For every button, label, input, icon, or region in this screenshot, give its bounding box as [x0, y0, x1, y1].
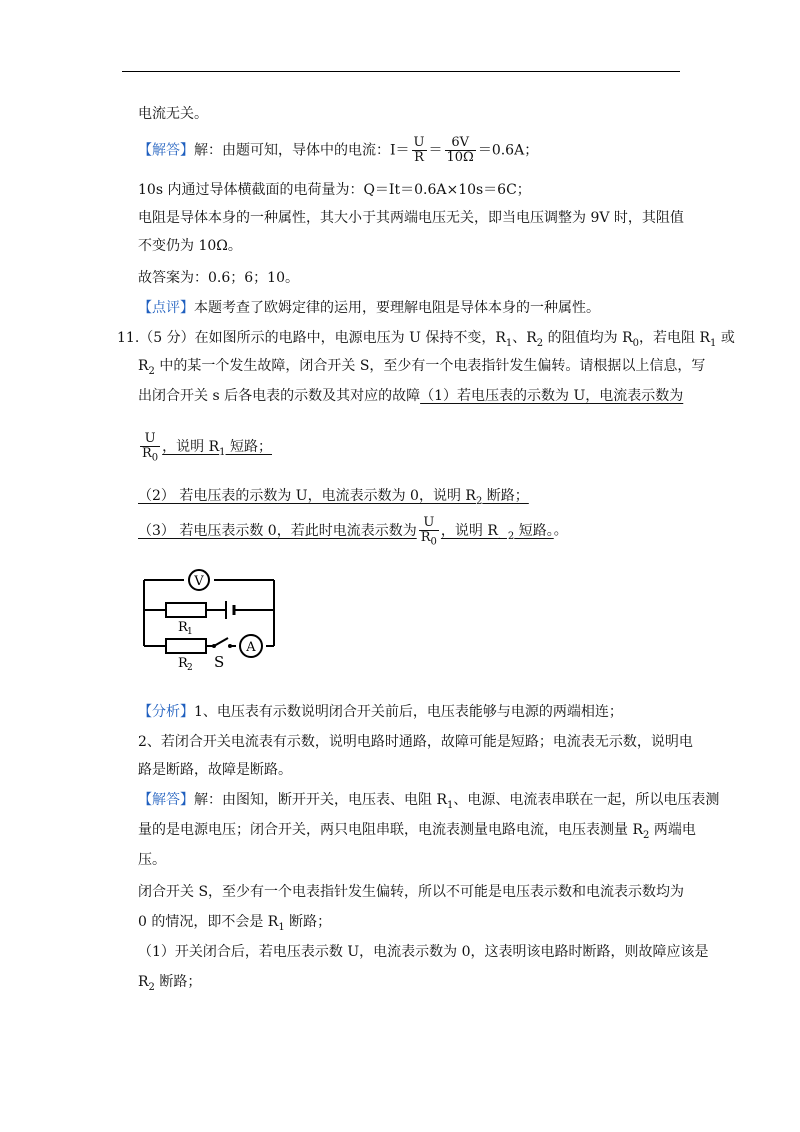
switch-icon	[214, 638, 228, 646]
r1-sub: 1	[187, 627, 193, 637]
analysis-1: 【分析】1、电压表有示数说明闭合开关前后，电压表能够与电源的两端相连；	[138, 704, 623, 720]
fraction-u-over-r0: $\frac{U}{R_0}$	[142, 431, 159, 464]
voltmeter-label: V	[194, 574, 204, 589]
prev-charge: 10s 内通过导体横截面的电荷量为：Q＝It＝0.6A×10s＝6C；	[138, 182, 531, 198]
analysis-3: 路是断路，故障是断路。	[138, 762, 292, 778]
header-rule	[122, 71, 680, 72]
circuit-diagram	[140, 566, 300, 672]
prev-resist-2: 不变仍为 10Ω。	[138, 238, 242, 254]
prev-tail: 电流无关。	[138, 106, 208, 122]
prev-answer: 【解答】解：由题可知，导体中的电流：I＝ $\frac{U}{R}$ ＝ $\frac{6V}{10\Omega}$ ＝0.6A；	[138, 135, 539, 165]
solution-3: 压。	[138, 852, 166, 868]
solution-2: 量的是电源电压；闭合开关，两只电阻串联，电流表测量电路电流，电压表测量 $R_2$ 两端电	[138, 822, 696, 841]
q11-line1: 11.（5 分）在如图所示的电路中，电源电压为 U 保持不变，$R_1$、$R_2$ 的阻值均为 $R_0$，若电阻 $R_1$ 或	[117, 330, 735, 349]
ammeter-label: A	[246, 640, 256, 655]
fraction-u-over-r0-2: $\frac{U}{R_0}$	[420, 515, 437, 548]
analysis-2: 2、若闭合开关电流表有示数，说明电路时通路，故障可能是短路；电流表无示数，说明电	[138, 734, 693, 750]
solution-tag: 【解答】	[138, 792, 194, 808]
answer-tag: 【解答】	[138, 142, 194, 159]
fraction-6v-over-10ohm: $\frac{6V}{10\Omega}$	[446, 135, 474, 165]
solution-6: （1）开关闭合后，若电压表示数 U，电流表示数为 0，这表明该电路时断路，则故障应该是	[138, 944, 709, 960]
solution-5: 0 的情况，即不会是 $R_1$ 断路；	[138, 914, 332, 933]
q11-line2: $R_2$ 中的某一个发生故障，闭合开关 S，至少有一个电表指针发生偏转。请根据以上信息，写	[138, 358, 706, 377]
prev-resist-1: 电阻是导体本身的一种属性，其大小于其两端电压无关，即当电压调整为 9V 时，其阻值	[138, 210, 684, 226]
q11-line3: 出闭合开关 s 后各电表的示数及其对应的故障（1）若电压表的示数为 U，电流表示数为	[138, 388, 684, 404]
answer-part-1: （1）若电压表的示数为 U，电流表示数为	[420, 388, 684, 404]
solution-4: 闭合开关 S，至少有一个电表指针发生偏转，所以不可能是电压表示数和电流表示数均为	[138, 884, 685, 900]
resistor-r2-icon	[166, 639, 206, 653]
comment-tag: 【点评】	[138, 300, 194, 316]
r2-sub: 2	[187, 663, 193, 672]
prev-comment: 【点评】本题考查了欧姆定律的运用，要理解电阻是导体本身的一种属性。	[138, 300, 600, 316]
fraction-u-over-r: $\frac{U}{R}$	[413, 135, 425, 165]
solution-7: $R_2$ 断路；	[138, 974, 202, 993]
q11-line6: （3） 若电压表示数 0，若此时电流表示数为 $\frac{U}{R_0}$ ，说明 $R_{.2}$ 短路。。	[138, 515, 568, 548]
solution-1: 【解答】解：由图知，断开开关，电压表、电阻 $R_1$、电源、电流表串联在一起，所以电压表测	[138, 792, 720, 811]
q11-line4: $\frac{U}{R_0}$ ，说明 $R_1$ 短路；	[142, 431, 272, 464]
r2-label: R	[178, 656, 188, 671]
resistor-r1-icon	[166, 603, 206, 617]
question-number: 11.	[117, 330, 140, 346]
q11-line5: （2） 若电压表的示数为 U，电流表示数为 0，说明 $R_2$ 断路；	[138, 488, 529, 507]
prev-result: 故答案为：0.6；6；10。	[138, 270, 299, 286]
switch-label: S	[214, 653, 225, 671]
r1-label: R	[178, 620, 188, 635]
analysis-tag: 【分析】	[138, 704, 194, 720]
